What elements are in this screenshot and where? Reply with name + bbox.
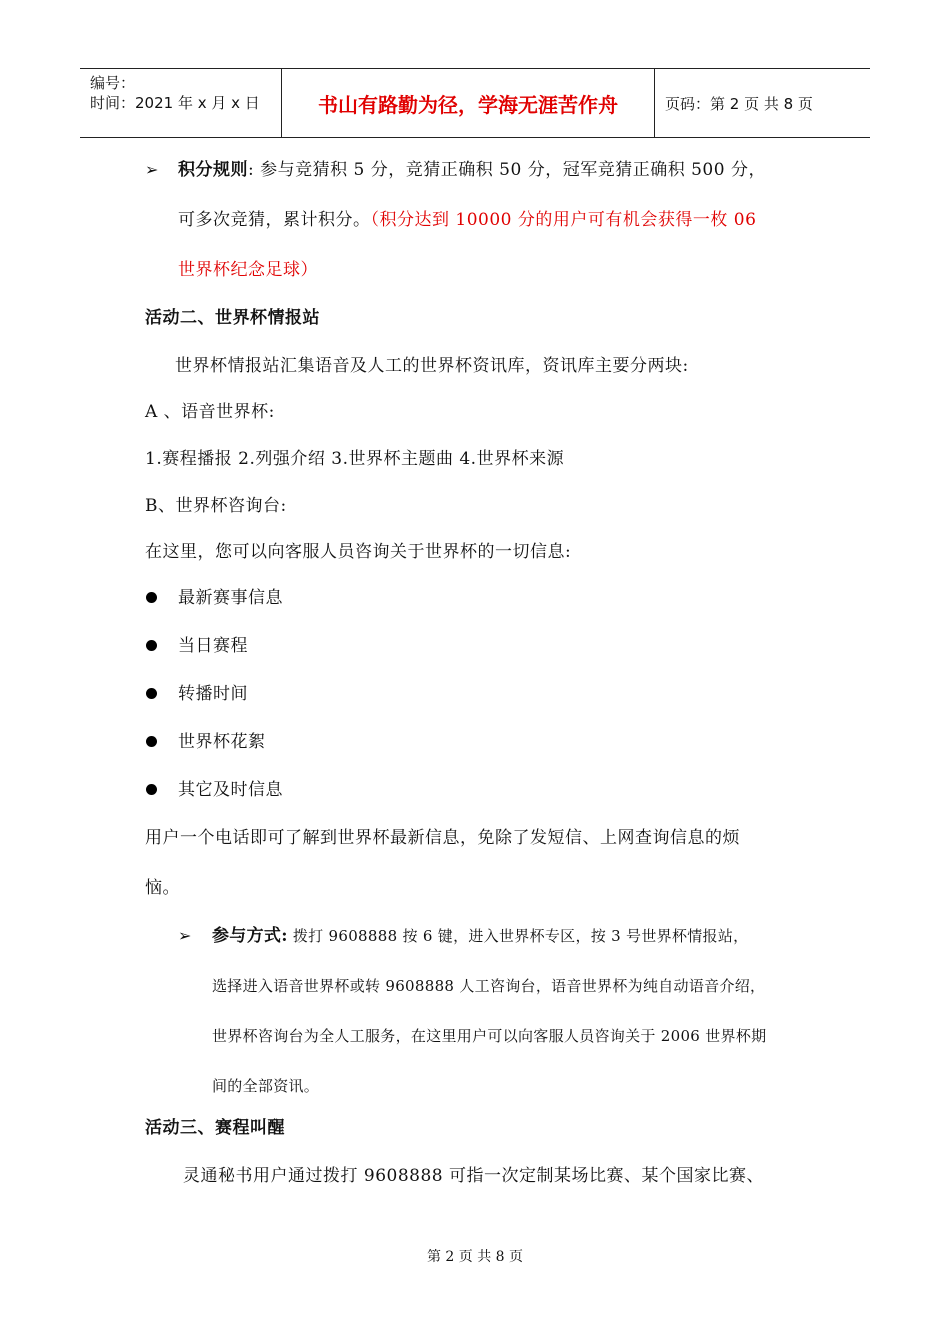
rule-text: : 参与竞猜积 5 分，竞猜正确积 50 分，冠军竞猜正确积 500 分， bbox=[248, 160, 766, 180]
bullet-dot-icon bbox=[146, 784, 157, 795]
arrow-bullet-icon: ➢ bbox=[145, 160, 159, 179]
rule-note-2: 世界杯纪念足球） bbox=[178, 260, 318, 280]
summary-line-1: 用户一个电话即可了解到世界杯最新信息，免除了发短信、上网查询信息的烦 bbox=[145, 828, 740, 848]
rule-line-2 bbox=[178, 208, 756, 232]
summary-line-2: 恼。 bbox=[145, 878, 180, 898]
part-a-title: A 、语音世界杯: bbox=[145, 402, 275, 422]
bullet-dot-icon bbox=[146, 592, 157, 603]
number-label: 编号： bbox=[90, 74, 136, 92]
list-item: 最新赛事信息 bbox=[178, 588, 283, 608]
method-text-1: 拨打 9608888 按 6 键，进入世界杯专区，按 3 号世界杯情报站， bbox=[292, 927, 749, 945]
part-a-items: 1.赛程播报 2.列强介绍 3.世界杯主题曲 4.世界杯来源 bbox=[145, 449, 565, 469]
section3-text: 灵通秘书用户通过拨打 9608888 可指一次定制某场比赛、某个国家比赛、 bbox=[183, 1166, 765, 1186]
method-line-1 bbox=[212, 924, 748, 948]
bullet-dot-icon bbox=[146, 736, 157, 747]
method-line-2: 选择进入语音世界杯或转 9608888 人工咨询台，语音世界杯为纯自动语音介绍， bbox=[212, 977, 766, 995]
time-label: 时间：2021 年 x 月 x 日 bbox=[90, 94, 260, 112]
header-motto: 书山有路勤为径，学海无涯苦作舟 bbox=[282, 69, 655, 137]
section3-heading: 活动三、赛程叫醒 bbox=[145, 1118, 285, 1138]
method-line-3: 世界杯咨询台为全人工服务，在这里用户可以向客服人员咨询关于 2006 世界杯期 bbox=[212, 1027, 767, 1045]
rule-text-2: 可多次竞猜，累计积分。 bbox=[178, 210, 371, 230]
section2-heading: 活动二、世界杯情报站 bbox=[145, 308, 320, 328]
part-b-intro: 在这里，您可以向客服人员咨询关于世界杯的一切信息: bbox=[145, 542, 572, 562]
arrow-bullet-icon: ➢ bbox=[178, 926, 192, 945]
bullet-dot-icon bbox=[146, 640, 157, 651]
header-meta bbox=[80, 69, 282, 137]
page-footer: 第 2 页 共 8 页 bbox=[426, 1249, 524, 1265]
method-label: 参与方式: bbox=[212, 926, 288, 946]
page-header bbox=[80, 68, 870, 138]
section2-intro: 世界杯情报站汇集语音及人工的世界杯资讯库，资讯库主要分两块: bbox=[175, 356, 689, 376]
list-item: 转播时间 bbox=[178, 684, 248, 704]
list-item: 世界杯花絮 bbox=[178, 732, 266, 752]
list-item: 当日赛程 bbox=[178, 636, 248, 656]
rule-line-1 bbox=[178, 158, 766, 182]
method-line-4: 间的全部资讯。 bbox=[212, 1077, 320, 1095]
rule-label: 积分规则 bbox=[178, 160, 248, 180]
part-b-title: B、世界杯咨询台: bbox=[145, 496, 287, 516]
list-item: 其它及时信息 bbox=[178, 780, 283, 800]
bullet-dot-icon bbox=[146, 688, 157, 699]
rule-note-1: （积分达到 10000 分的用户可有机会获得一枚 06 bbox=[370, 210, 757, 230]
header-page-number: 页码：第 2 页 共 8 页 bbox=[665, 94, 813, 113]
